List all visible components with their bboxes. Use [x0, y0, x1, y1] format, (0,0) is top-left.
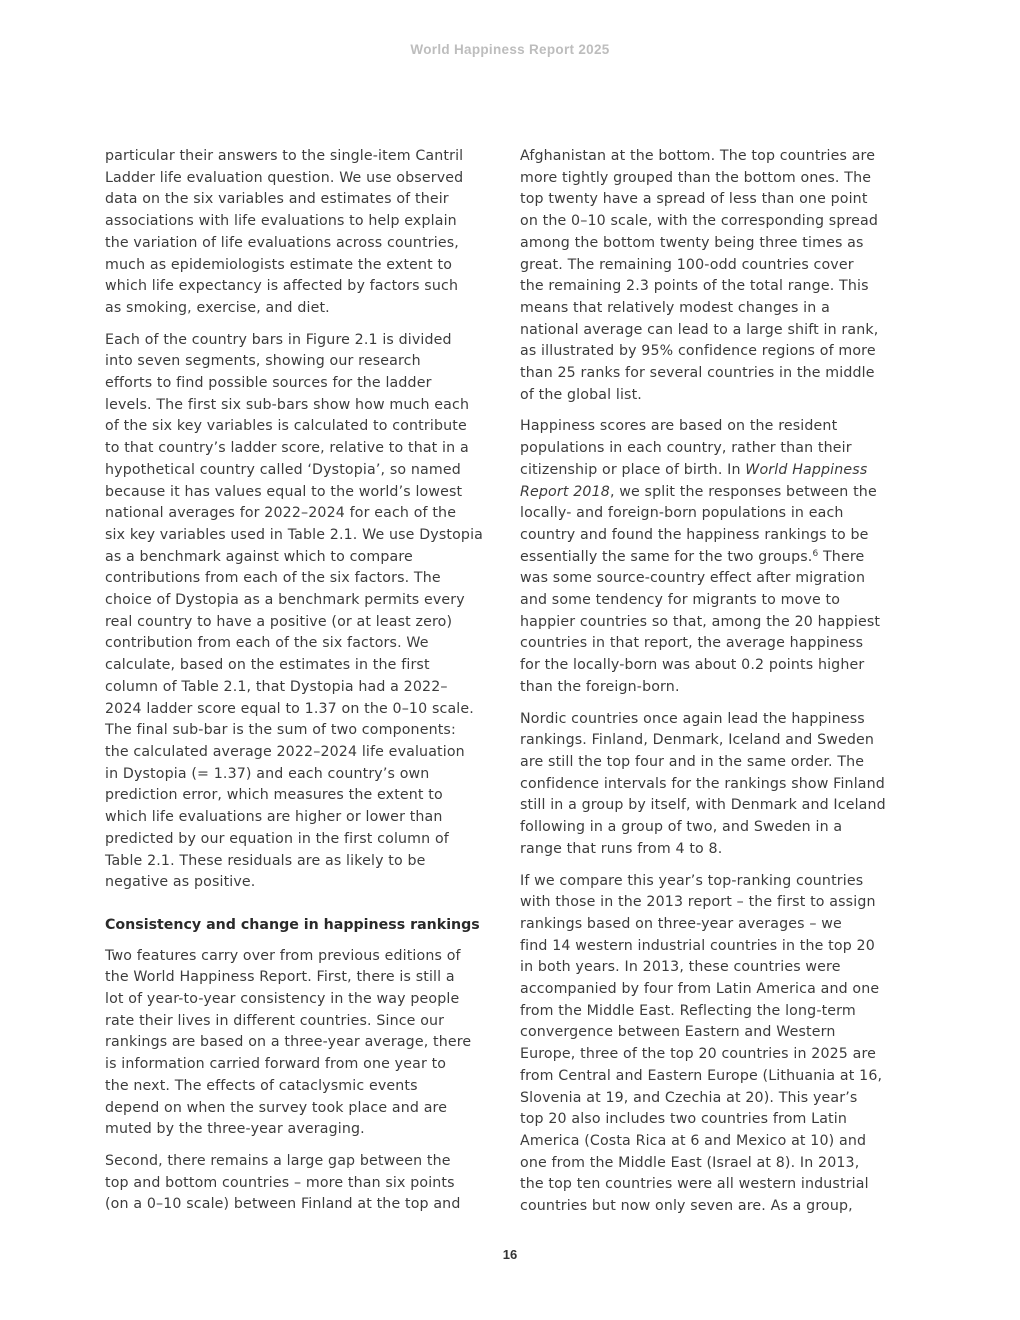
text-line: range that runs from 4 to 8.	[520, 840, 723, 857]
section-heading: Consistency and change in happiness rankings	[105, 916, 480, 933]
text-line: top twenty have a spread of less than one point	[520, 191, 868, 208]
paragraph-resident-populations	[520, 416, 920, 698]
text-run: citizenship or place of birth. In	[520, 461, 746, 478]
text-line: find 14 western industrial countries in the top 20	[520, 937, 875, 954]
text-line: rankings are based on a three-year average, there	[105, 1034, 472, 1051]
text-line: with those in the 2013 report – the first to assign	[520, 894, 876, 911]
text-line: contribution from each of the six factors. We	[105, 635, 429, 652]
text-line: national average can lead to a large shift in rank,	[520, 321, 879, 338]
report-title-italic: Report 2018	[520, 483, 610, 500]
text-line: predicted by our equation in the first column of	[105, 830, 449, 847]
footnote-reference[interactable]: 6	[812, 548, 819, 559]
text-line: locally- and foreign-born populations in each	[520, 505, 844, 522]
text-line: one from the Middle East (Israel at 8). In 2013,	[520, 1154, 860, 1171]
text-run: There	[818, 548, 865, 565]
text-line: real country to have a positive (or at least zero)	[105, 613, 453, 630]
text-line: lot of year-to-year consistency in the way people	[105, 991, 460, 1008]
text-line	[520, 482, 920, 504]
text-line: top and bottom countries – more than six points	[105, 1174, 455, 1191]
text-line: great. The remaining 100-odd countries cover	[520, 256, 854, 273]
text-line: the next. The effects of cataclysmic events	[105, 1077, 418, 1094]
text-line: and some tendency for migrants to move to	[520, 592, 841, 609]
text-line	[520, 547, 920, 569]
text-line: among the bottom twenty being three times as	[520, 234, 864, 251]
text-run: essentially the same for the two groups.	[520, 548, 813, 565]
text-line: Each of the country bars in Figure 2.1 is divided	[105, 331, 452, 348]
paragraph-spread	[520, 146, 920, 406]
text-line: the variation of life evaluations across countries,	[105, 234, 459, 251]
text-line: following in a group of two, and Sweden in a	[520, 819, 843, 836]
text-line: to that country’s ladder score, relative to that in a	[105, 440, 469, 457]
text-line: from Central and Eastern Europe (Lithuania at 16,	[520, 1067, 883, 1084]
text-line: still in a group by itself, with Denmark and Iceland	[520, 797, 886, 814]
text-line: data on the six variables and estimates of their	[105, 191, 449, 208]
text-line: from the Middle East. Reflecting the long-term	[520, 1002, 856, 1019]
paragraph-large-gap	[105, 1151, 505, 1216]
text-line: Ladder life evaluation question. We use observed	[105, 169, 464, 186]
text-line: depend on when the survey took place and are	[105, 1099, 448, 1116]
text-line: as a benchmark against which to compare	[105, 548, 413, 565]
text-line: levels. The first six sub-bars show how much each	[105, 396, 470, 413]
text-line: as smoking, exercise, and diet.	[105, 299, 330, 316]
text-line: the World Happiness Report. First, there is still a	[105, 969, 455, 986]
paragraph-nordic-countries	[520, 709, 920, 861]
text-line: much as epidemiologists estimate the extent to	[105, 256, 453, 273]
text-line: on the 0–10 scale, with the corresponding spread	[520, 213, 879, 230]
text-line: happier countries so that, among the 20 happiest	[520, 613, 881, 630]
text-line: Table 2.1. These residuals are as likely to be	[105, 852, 426, 869]
text-line: particular their answers to the single-item Cantril	[105, 148, 464, 164]
text-line: prediction error, which measures the extent to	[105, 787, 443, 804]
text-line: confidence intervals for the rankings show Finland	[520, 775, 885, 792]
text-line: Second, there remains a large gap between the	[105, 1152, 451, 1169]
left-column	[105, 146, 505, 1226]
text-line: rankings based on three-year averages – we	[520, 915, 842, 932]
text-line: calculate, based on the estimates in the first	[105, 657, 430, 674]
paragraph-2013-comparison	[520, 871, 920, 1218]
running-header: World Happiness Report 2025	[410, 42, 610, 57]
text-line: America (Costa Rica at 6 and Mexico at 10) and	[520, 1132, 867, 1149]
text-line: choice of Dystopia as a benchmark permits every	[105, 592, 465, 609]
paragraph-two-features	[105, 946, 505, 1141]
right-column	[520, 146, 920, 1228]
text-line: hypothetical country called ‘Dystopia’, so named	[105, 461, 461, 478]
text-line: into seven segments, showing our research	[105, 353, 421, 370]
text-line: is information carried forward from one year to	[105, 1056, 447, 1073]
text-line: which life expectancy is affected by factors such	[105, 278, 459, 295]
text-line: Happiness scores are based on the resident	[520, 418, 838, 435]
text-line: convergence between Eastern and Western	[520, 1024, 836, 1041]
text-line: than the foreign-born.	[520, 678, 680, 695]
text-line: rankings. Finland, Denmark, Iceland and Sweden	[520, 732, 875, 749]
text-line: rate their lives in different countries. Since our	[105, 1012, 445, 1029]
text-line: the remaining 2.3 points of the total range. This	[520, 278, 869, 295]
text-line: 2024 ladder score equal to 1.37 on the 0–10 scale.	[105, 700, 474, 717]
text-line: the calculated average 2022–2024 life evaluation	[105, 743, 465, 760]
text-line: If we compare this year’s top-ranking countries	[520, 872, 864, 889]
text-line: in Dystopia (= 1.37) and each country’s own	[105, 765, 430, 782]
text-line: more tightly grouped than the bottom ones. The	[520, 169, 872, 186]
paragraph-country-bars	[105, 330, 505, 894]
text-line: accompanied by four from Latin America and one	[520, 981, 880, 998]
text-line: negative as positive.	[105, 874, 256, 891]
text-line: (on a 0–10 scale) between Finland at the top and	[105, 1196, 461, 1213]
text-line: are still the top four and in the same order. The	[520, 753, 865, 770]
page-number: 16	[502, 1247, 518, 1262]
text-line: country and found the happiness rankings to be	[520, 526, 869, 543]
paragraph-cantril-ladder	[105, 146, 505, 320]
text-line: of the global list.	[520, 386, 642, 403]
text-line	[520, 460, 920, 482]
text-line: efforts to find possible sources for the ladder	[105, 375, 432, 392]
text-line: as illustrated by 95% confidence regions of more	[520, 343, 876, 360]
text-line: associations with life evaluations to help explain	[105, 213, 457, 230]
text-line: which life evaluations are higher or lower than	[105, 809, 443, 826]
text-line: muted by the three-year averaging.	[105, 1121, 365, 1138]
text-line: The final sub-bar is the sum of two components:	[105, 722, 456, 739]
text-line: of the six key variables is calculated to contribute	[105, 418, 467, 435]
text-line: national averages for 2022–2024 for each of the	[105, 505, 457, 522]
text-line: than 25 ranks for several countries in the middle	[520, 365, 875, 382]
text-line: was some source-country effect after migration	[520, 570, 866, 587]
text-line: Nordic countries once again lead the happiness	[520, 710, 865, 727]
text-line: populations in each country, rather than their	[520, 440, 852, 457]
text-line: Europe, three of the top 20 countries in 2025 are	[520, 1046, 877, 1063]
text-line: in both years. In 2013, these countries were	[520, 959, 841, 976]
text-line: contributions from each of the six factors. The	[105, 570, 441, 587]
text-line: because it has values equal to the world’s lowest	[105, 483, 463, 500]
text-line: means that relatively modest changes in a	[520, 299, 830, 316]
text-line: Afghanistan at the bottom. The top countries are	[520, 148, 876, 164]
text-line: countries in that report, the average happiness	[520, 635, 864, 652]
text-line: column of Table 2.1, that Dystopia had a 2022–	[105, 678, 448, 695]
report-title-italic: World Happiness	[745, 461, 868, 478]
text-line: the top ten countries were all western industrial	[520, 1176, 869, 1193]
text-line: top 20 also includes two countries from Latin	[520, 1111, 848, 1128]
text-line: countries but now only seven are. As a group,	[520, 1198, 853, 1215]
text-line: Two features carry over from previous editions of	[105, 947, 461, 964]
text-line: six key variables used in Table 2.1. We use Dystopia	[105, 526, 484, 543]
text-run: , we split the responses between the	[609, 483, 877, 500]
text-line: for the locally-born was about 0.2 points higher	[520, 657, 865, 674]
text-line: Slovenia at 19, and Czechia at 20). This year’s	[520, 1089, 858, 1106]
